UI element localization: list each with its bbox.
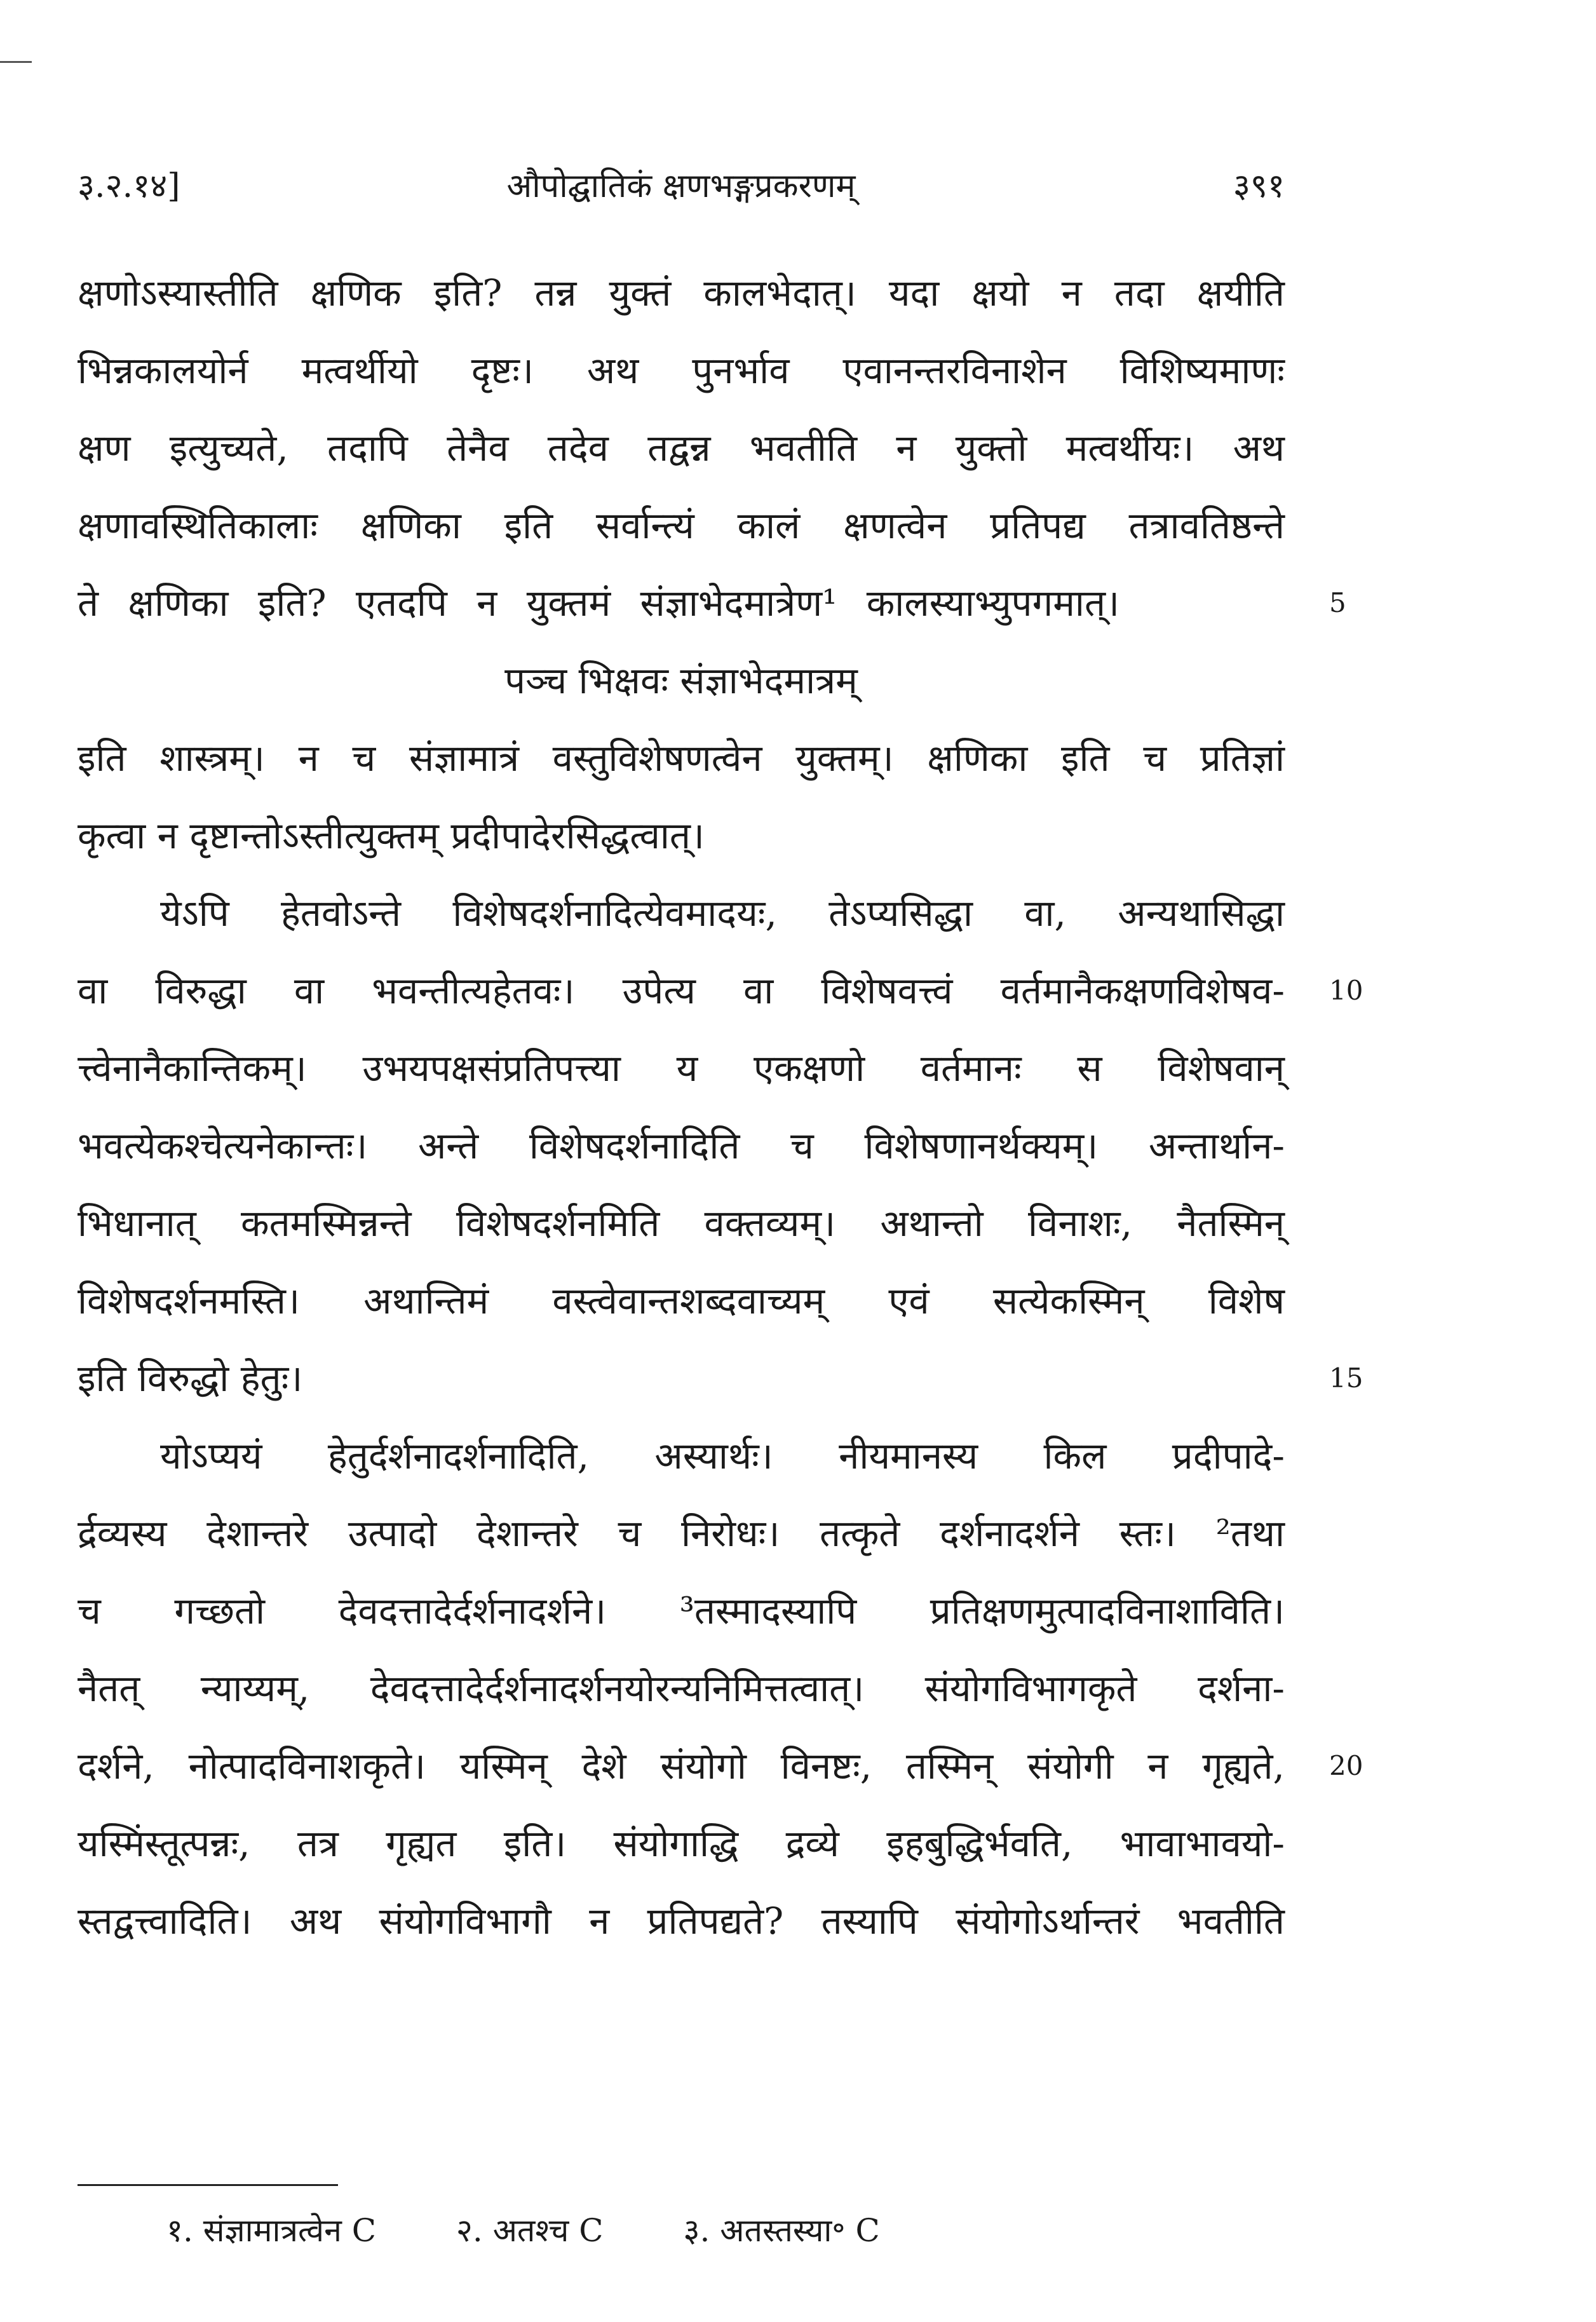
footnote-3: ३. अतस्तस्या॰ C <box>683 2212 880 2249</box>
footnote-1: १. संज्ञामात्रत्वेन C <box>166 2212 376 2249</box>
text-line: र्द्रव्यस्य देशान्तरे उत्पादो देशान्तरे च निरोधः। तत्कृते दर्शनादर्शने स्तः। ²तथा <box>78 1512 1285 1555</box>
text-line: च गच्छतो देवदत्तादेर्दर्शनादर्शने। ³तस्मादस्यापि प्रतिक्षणमुत्पादविनाशाविति। <box>78 1589 1285 1633</box>
footnotes <box>166 2199 950 2262</box>
paragraph-start: येऽपि हेतवोऽन्ते विशेषदर्शनादित्येवमादयः, तेऽप्यसिद्धा वा, अन्यथासिद्धा <box>160 892 1285 935</box>
scan-mark <box>0 61 32 63</box>
text-line: विशेषदर्शनमस्ति। अथान्तिमं वस्त्वेवान्तशब्दवाच्यम् एवं सत्येकस्मिन् विशेष <box>78 1279 1285 1322</box>
text-line: क्षण इत्युच्यते, तदापि तेनैव तदेव तद्वन्न भवतीति न युक्तो मत्वर्थीयः। अथ <box>78 426 1285 470</box>
body-text <box>78 254 1285 1960</box>
text-line: भवत्येकश्चेत्यनेकान्तः। अन्ते विशेषदर्शनादिति च विशेषणानर्थक्यम्। अन्तार्थान- <box>78 1124 1285 1167</box>
text-line: स्तद्वत्त्वादिति। अथ संयोगविभागौ न प्रतिपद्यते? तस्यापि संयोगोऽर्थान्तरं भवतीति <box>78 1899 1285 1943</box>
page-number: ३९१ <box>1233 167 1285 205</box>
footnote-rule <box>78 2184 338 2186</box>
running-header <box>78 162 1285 213</box>
text-line: वा विरुद्धा वा भवन्तीत्यहेतवः। उपेत्य वा विशेषवत्त्वं वर्तमानैकक्षणविशेषव- <box>78 969 1285 1012</box>
line-number-15: 15 <box>1329 1362 1363 1394</box>
text-line: इति शास्त्रम्। न च संज्ञामात्रं वस्तुविशेषणत्वेन युक्तम्। क्षणिका इति च प्रतिज्ञां <box>78 737 1285 780</box>
text-line: भिन्नकालयोर्न मत्वर्थीयो दृष्टः। अथ पुनर्भाव एवानन्तरविनाशेन विशिष्यमाणः <box>78 349 1285 392</box>
running-title: औपोद्घातिकं क्षणभङ्गप्रकरणम् <box>506 167 856 205</box>
line-number-10: 10 <box>1329 975 1363 1006</box>
text-line: ते क्षणिका इति? एतदपि न युक्तमं संज्ञाभेदमात्रेण¹ कालस्याभ्युपगमात्। <box>78 581 1119 625</box>
text-line: दर्शने, नोत्पादविनाशकृते। यस्मिन् देशे संयोगो विनष्टः, तस्मिन् संयोगी न गृह्यते, <box>78 1744 1285 1788</box>
footnote-2: २. अतश्च C <box>456 2212 604 2249</box>
text-line: इति विरुद्धो हेतुः। <box>78 1357 303 1400</box>
line-number-20: 20 <box>1329 1750 1363 1781</box>
text-line: नैतत् न्याय्यम्, देवदत्तादेर्दर्शनादर्शनयोरन्यनिमित्तत्वात्। संयोगविभागकृते दर्शना- <box>78 1667 1285 1710</box>
text-line: यस्मिंस्तूत्पन्नः, तत्र गृह्यत इति। संयोगाद्धि द्रव्ये इहबुद्धिर्भवति, भावाभावयो- <box>78 1822 1285 1865</box>
line-number-5: 5 <box>1329 587 1346 618</box>
text-line: कृत्वा न दृष्टान्तोऽस्तीत्युक्तम् प्रदीपादेरसिद्धत्वात्। <box>78 814 705 857</box>
text-line: क्षणावस्थितिकालाः क्षणिका इति सर्वान्त्यं कालं क्षणत्वेन प्रतिपद्य तत्रावतिष्ठन्ते <box>78 504 1285 547</box>
verse-quote: पञ्च भिक्षवः संज्ञाभेदमात्रम् <box>504 659 858 702</box>
text-line: क्षणोऽस्यास्तीति क्षणिक इति? तन्न युक्तं कालभेदात्। यदा क्षयो न तदा क्षयीति <box>78 271 1285 315</box>
section-reference: ३.२.१४] <box>78 167 180 205</box>
text-line: भिधानात् कतमस्मिन्नन्ते विशेषदर्शनमिति वक्तव्यम्। अथान्तो विनाशः, नैतस्मिन् <box>78 1202 1285 1245</box>
text-line: त्त्वेनानैकान्तिकम्। उभयपक्षसंप्रतिपत्त्या य एकक्षणो वर्तमानः स विशेषवान् <box>78 1047 1285 1090</box>
paragraph-start: योऽप्ययं हेतुर्दर्शनादर्शनादिति, अस्यार्थः। नीयमानस्य किल प्रदीपादे- <box>160 1434 1285 1477</box>
